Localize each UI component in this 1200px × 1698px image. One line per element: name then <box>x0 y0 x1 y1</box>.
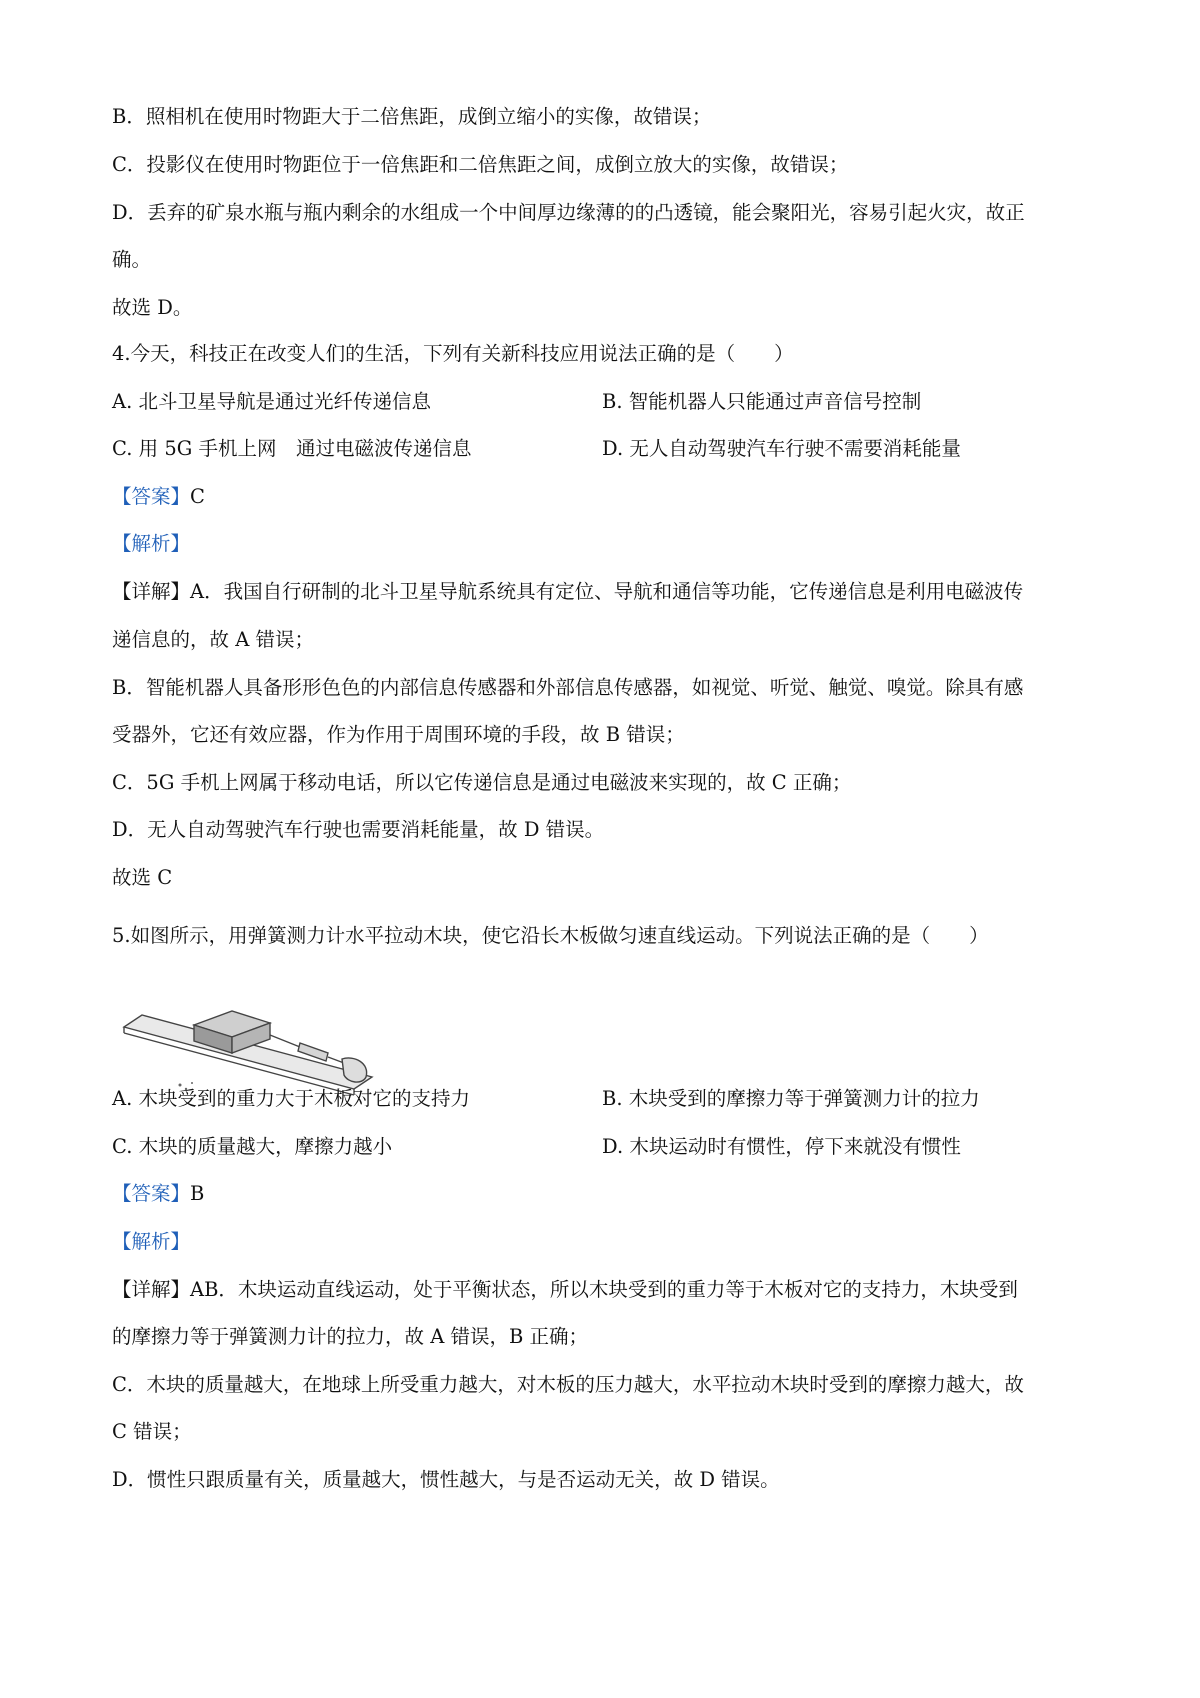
explanation-line-d-cont: 确。 <box>112 248 152 271</box>
q5-answer-tag: 【答案】 <box>112 1182 191 1205</box>
q5-detail-line: 的摩擦力等于弹簧测力计的拉力，故 A 错误，B 正确； <box>112 1325 589 1348</box>
q5-option-d: D. 木块运动时有惯性，停下来就没有惯性 <box>602 1135 961 1158</box>
q4-option-a: A. 北斗卫星导航是通过光纤传递信息 <box>112 390 431 413</box>
q5-option-a: A. 木块受到的重力大于木板对它的支持力 <box>112 1087 470 1110</box>
q5-answer-value: B <box>190 1182 205 1205</box>
q4-detail-line: D．无人自动驾驶汽车行驶也需要消耗能量，故 D 错误。 <box>112 818 605 841</box>
q4-detail-line: B．智能机器人具备形形色色的内部信息传感器和外部信息传感器，如视觉、听觉、触觉、嗅觉。除具有感 <box>112 676 1024 699</box>
q4-detail-line: 【详解】A．我国自行研制的北斗卫星导航系统具有定位、导航和通信等功能，它传递信息是利用电磁波传 <box>112 580 1024 603</box>
q5-answer <box>112 1180 204 1208</box>
q4-detail-line: 递信息的，故 A 错误； <box>112 628 314 651</box>
q4-option-d: D. 无人自动驾驶汽车行驶不需要消耗能量 <box>602 437 961 460</box>
q4-answer <box>112 483 205 511</box>
q4-option-b: B. 智能机器人只能通过声音信号控制 <box>602 390 922 413</box>
q5-detail-line: C．木块的质量越大，在地球上所受重力越大，对木板的压力越大，水平拉动木块时受到的摩擦力越大，故 <box>112 1373 1024 1396</box>
q4-answer-value: C <box>190 485 205 508</box>
q5-analysis-tag: 【解析】 <box>112 1230 191 1253</box>
explanation-line-c: C．投影仪在使用时物距位于一倍焦距和二倍焦距之间，成倒立放大的实像，故错误； <box>112 153 849 176</box>
q4-conclusion: 故选 C <box>112 866 173 889</box>
q5-option-c: C. 木块的质量越大，摩擦力越小 <box>112 1135 393 1158</box>
q4-answer-tag: 【答案】 <box>112 485 191 508</box>
q5-stem: 5.如图所示，用弹簧测力计水平拉动木块，使它沿长木板做匀速直线运动。下列说法正确的是（ ） <box>112 924 989 947</box>
prev-conclusion: 故选 D。 <box>112 296 193 319</box>
q5-detail-line: C 错误； <box>112 1420 192 1443</box>
q5-detail-line: D．惯性只跟质量有关，质量越大，惯性越大，与是否运动无关，故 D 错误。 <box>112 1468 780 1491</box>
q4-detail-line: 受器外，它还有效应器，作为作用于周围环境的手段，故 B 错误； <box>112 723 685 746</box>
explanation-line-b: B．照相机在使用时物距大于二倍焦距，成倒立缩小的实像，故错误； <box>112 105 712 128</box>
q4-detail-line: C．5G 手机上网属于移动电话，所以它传递信息是通过电磁波来实现的，故 C 正确； <box>112 771 852 794</box>
q4-option-c: C. 用 5G 手机上网 通过电磁波传递信息 <box>112 437 472 460</box>
q5-detail-line: 【详解】AB．木块运动直线运动，处于平衡状态，所以木块受到的重力等于木板对它的支持力，木块受到 <box>112 1278 1018 1301</box>
q4-analysis-tag: 【解析】 <box>112 532 191 555</box>
q4-stem: 4.今天，科技正在改变人们的生活，下列有关新科技应用说法正确的是（ ） <box>112 342 794 365</box>
explanation-line-d: D．丢弃的矿泉水瓶与瓶内剩余的水组成一个中间厚边缘薄的的凸透镜，能会聚阳光，容易引起火灾，故正 <box>112 201 1025 224</box>
q5-option-b: B. 木块受到的摩擦力等于弹簧测力计的拉力 <box>602 1087 980 1110</box>
